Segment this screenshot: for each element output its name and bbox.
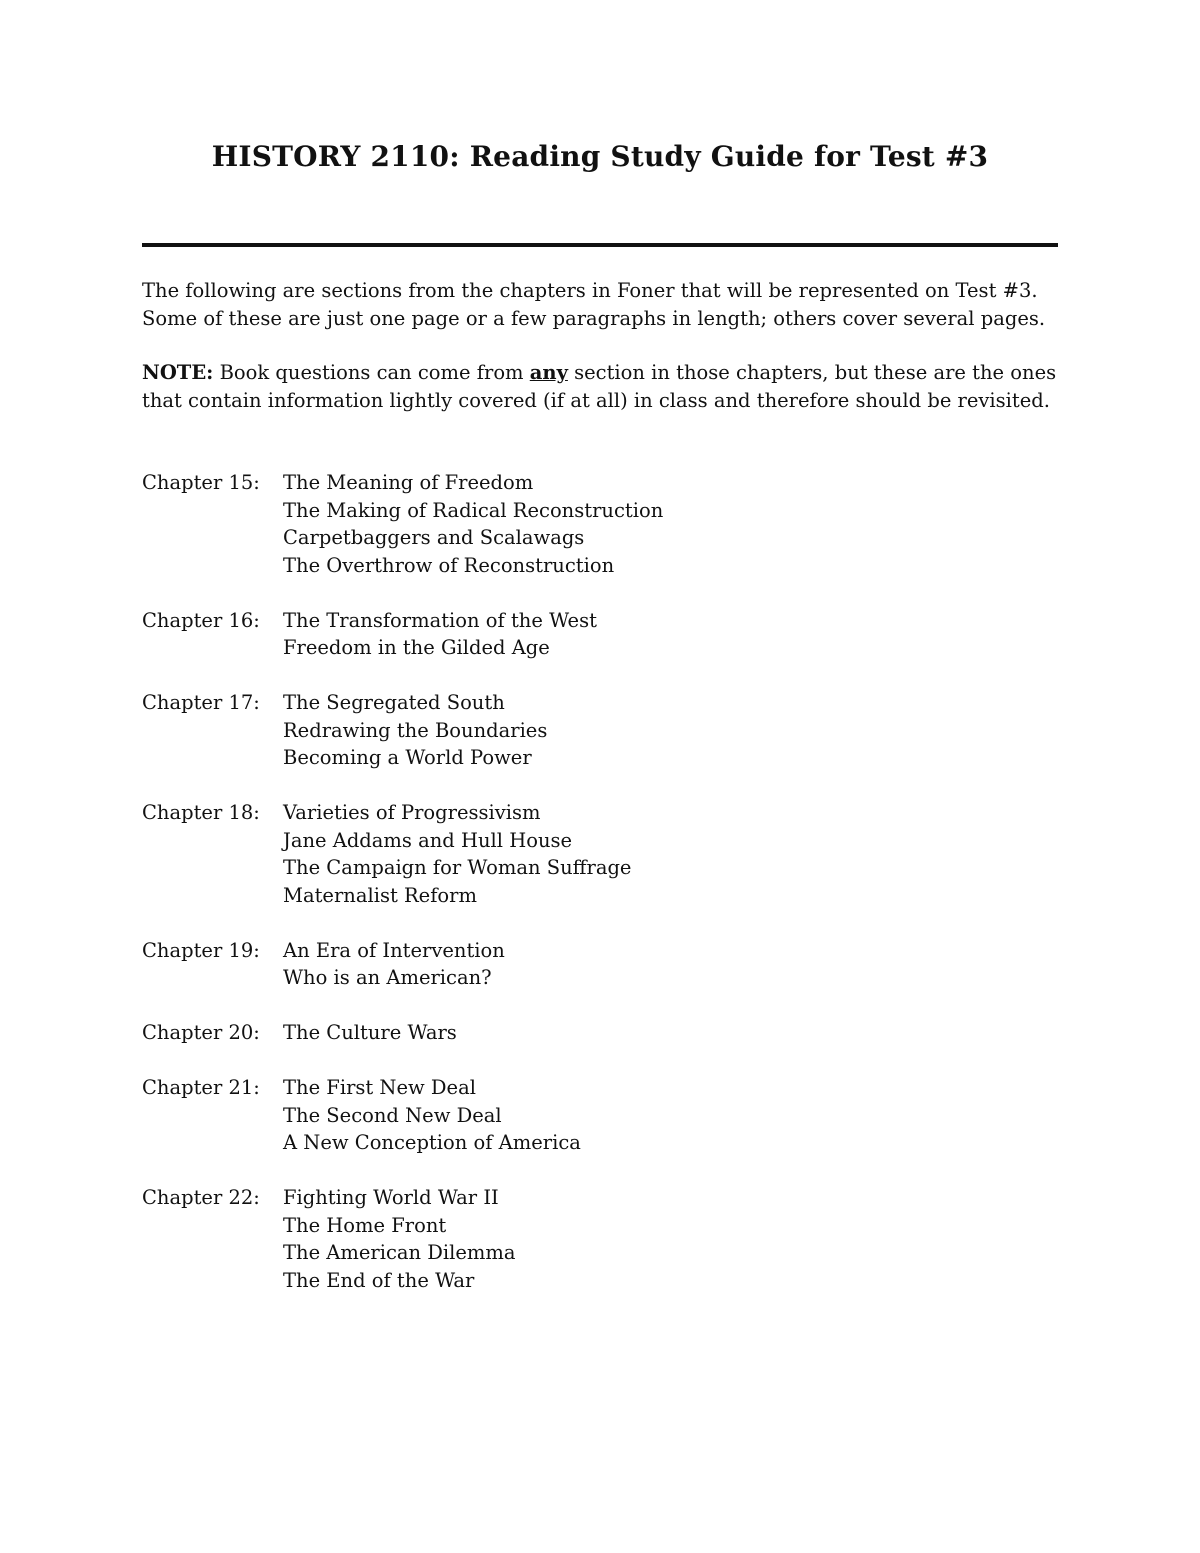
note-line-2: that contain information lightly covered (if at all) in class and therefore should be revisited. [142, 389, 1050, 412]
section-title: The Campaign for Woman Suffrage [283, 856, 632, 879]
chapter-label: Chapter 15: [142, 471, 260, 494]
chapter-list [142, 469, 1042, 1322]
chapter-entry [142, 607, 1042, 662]
intro-line-1: The following are sections from the chapters in Foner that will be represented on Test #3. [142, 279, 1038, 302]
chapter-label: Chapter 22: [142, 1186, 260, 1209]
section-title: Redrawing the Boundaries [283, 718, 548, 742]
chapter-entry [142, 689, 1042, 772]
section-title: The First New Deal [283, 1076, 476, 1099]
chapter-label: Chapter 16: [142, 608, 260, 632]
section-title: Fighting World War II [283, 1186, 499, 1209]
chapter-entry [142, 1184, 1042, 1294]
section-title: The Making of Radical Reconstruction [283, 498, 664, 522]
chapter-label: Chapter 20: [142, 1021, 260, 1044]
chapter-entry [142, 1074, 1042, 1157]
note-paragraph [142, 359, 1072, 415]
section-title: Becoming a World Power [283, 746, 532, 769]
note-text-after: section in those chapters, but these are the ones [567, 361, 1057, 384]
section-title: The Second New Deal [283, 1103, 502, 1127]
section-list [283, 1184, 516, 1294]
chapter-label: Chapter 18: [142, 801, 260, 824]
section-title: The Segregated South [283, 691, 505, 714]
section-list [283, 607, 597, 662]
chapter-label: Chapter 19: [142, 938, 260, 962]
chapter-entry [142, 799, 1042, 909]
section-title: The Culture Wars [283, 1021, 457, 1044]
section-title: Who is an American? [283, 966, 492, 989]
section-title: The Home Front [283, 1213, 447, 1237]
note-label: NOTE: [142, 361, 214, 384]
section-title: A New Conception of America [283, 1131, 581, 1154]
note-emphasis: any [529, 361, 568, 384]
section-title: The Meaning of Freedom [283, 471, 534, 494]
section-list [283, 469, 663, 579]
section-title: Carpetbaggers and Scalawags [283, 526, 585, 549]
section-list [283, 799, 631, 909]
section-title: Jane Addams and Hull House [283, 828, 573, 852]
note-text-before: Book questions can come from [213, 361, 530, 384]
section-title: The American Dilemma [283, 1241, 516, 1264]
chapter-label: Chapter 17: [142, 691, 260, 714]
section-list [283, 689, 547, 772]
section-title: Freedom in the Gilded Age [283, 636, 550, 659]
chapter-entry [142, 1019, 1042, 1047]
intro-paragraph [142, 277, 1072, 333]
section-title: Varieties of Progressivism [283, 801, 541, 824]
section-list [283, 1019, 457, 1047]
intro-line-2: Some of these are just one page or a few paragraphs in length; others cover several pages. [142, 307, 1046, 330]
chapter-entry [142, 469, 1042, 579]
page-title: HISTORY 2110: Reading Study Guide for Test #3 [211, 140, 989, 173]
section-list [283, 1074, 581, 1157]
chapter-entry [142, 937, 1042, 992]
section-title: The Transformation of the West [283, 608, 597, 632]
section-title: The Overthrow of Reconstruction [283, 553, 615, 577]
horizontal-rule [142, 243, 1058, 247]
chapter-label: Chapter 21: [142, 1076, 260, 1099]
section-title: Maternalist Reform [283, 883, 477, 907]
section-title: An Era of Intervention [283, 938, 505, 962]
section-list [283, 937, 505, 992]
section-title: The End of the War [283, 1268, 475, 1292]
